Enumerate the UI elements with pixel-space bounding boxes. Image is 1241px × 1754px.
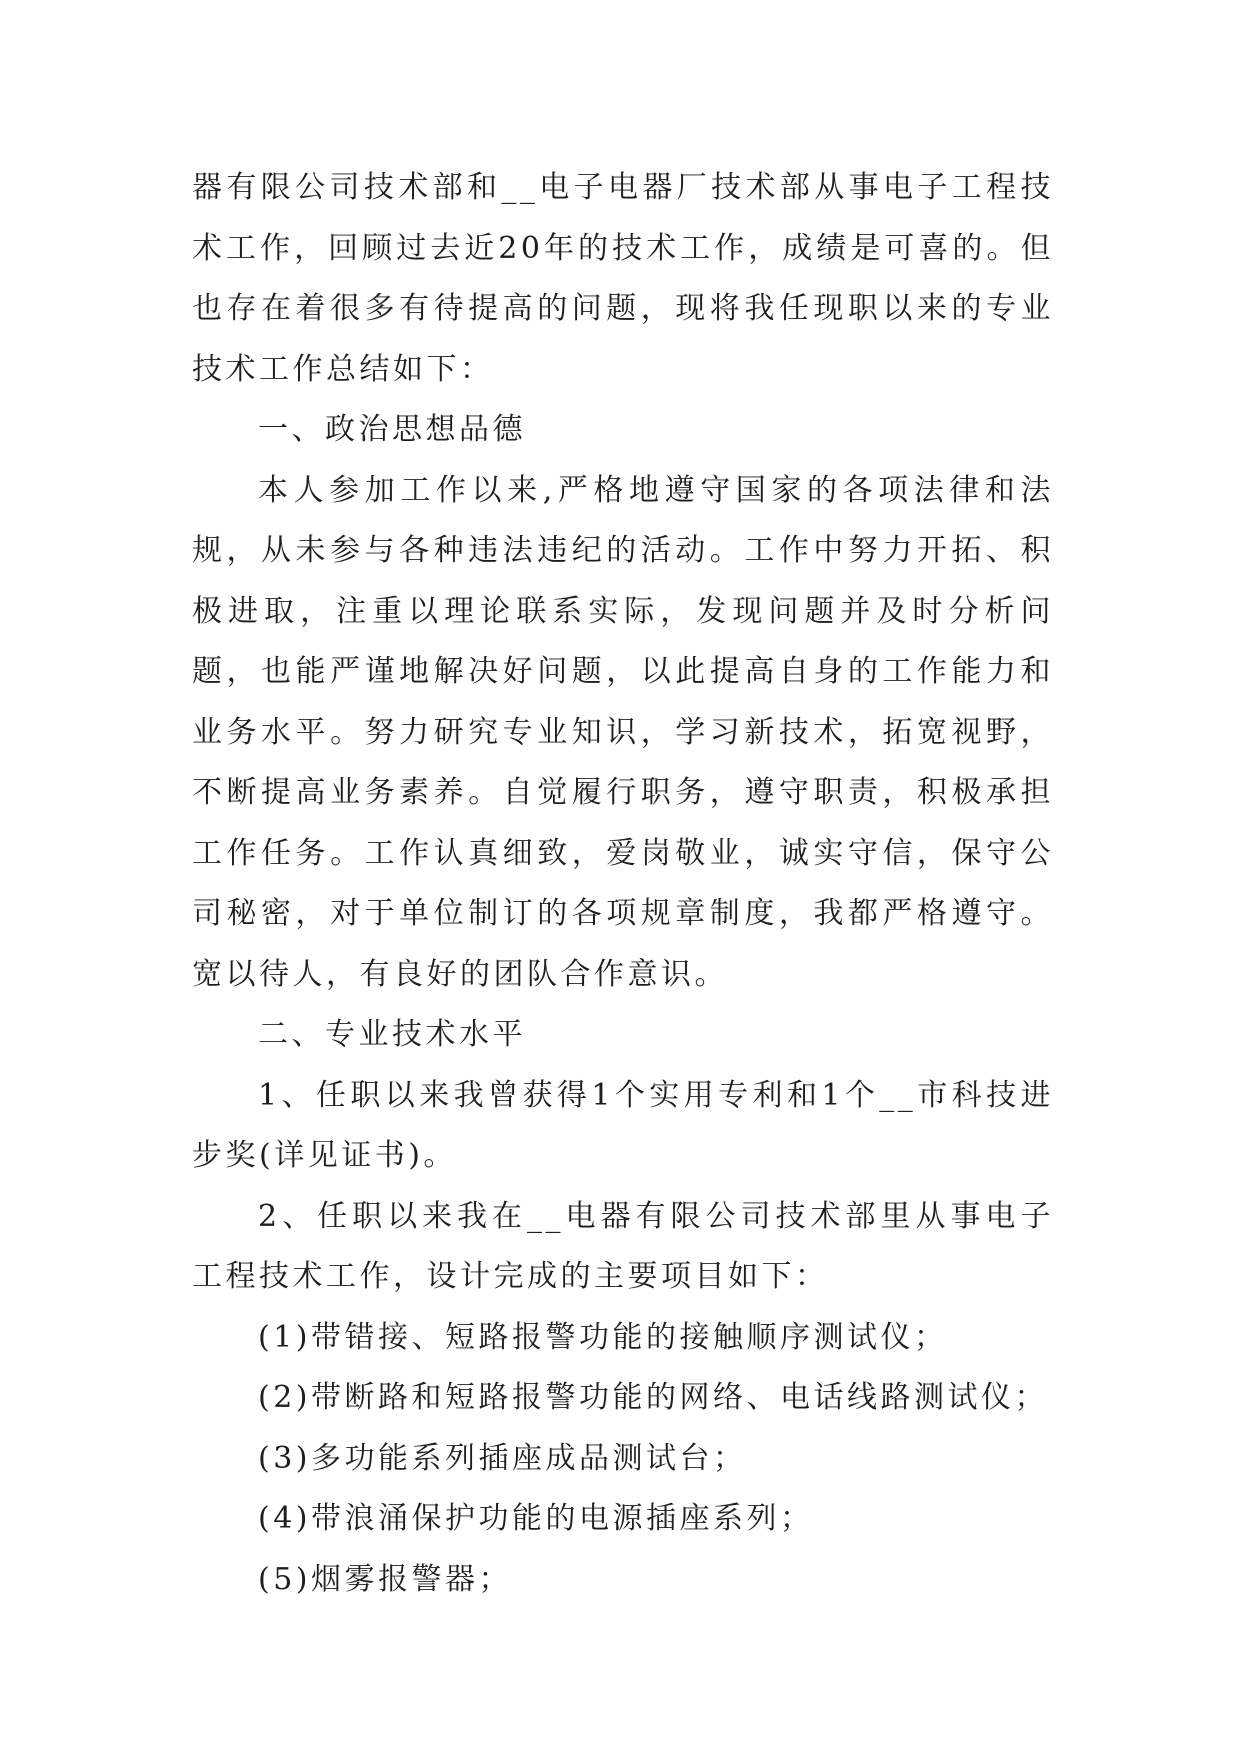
project-item-3: (3)多功能系列插座成品测试台； bbox=[258, 1440, 747, 1476]
project-item-5: (5)烟雾报警器； bbox=[258, 1561, 512, 1597]
section-heading-political: 一、政治思想品德 bbox=[258, 412, 526, 447]
political-paragraph: 本人参加工作以来,严格地遵守国家的各项法律和法规，从未参与各种违法违纪的活动。工作中努力开拓、积极进取，注重以理论联系实际，发现问题并及时分析问题，也能严谨地解决好问题，以此提高自身的工作能力和业务水平。努力研究专业知识，学习新技术，拓宽视野，不断提高业务素养。自觉履行职务，遵守职责，积极承担工作任务。工作认真细致，爱岗敬业，诚实守信，保守公司秘密，对于单位制订的各项规章制度，我都严格遵守。宽以待人，有良好的团队合作意识。 bbox=[192, 472, 1054, 992]
section-heading-technical: 二、专业技术水平 bbox=[258, 1017, 526, 1052]
technical-item-2: 2、任职以来我在__电器有限公司技术部里从事电子工程技术工作，设计完成的主要项目如下： bbox=[192, 1198, 1054, 1294]
project-item-4: (4)带浪涌保护功能的电源插座系列； bbox=[258, 1501, 814, 1536]
project-item-1: (1)带错接、短路报警功能的接触顺序测试仪； bbox=[258, 1319, 948, 1355]
project-item-2: (2)带断路和短路报警功能的网络、电话线路测试仪； bbox=[258, 1380, 1048, 1415]
intro-paragraph: 器有限公司技术部和__电子电器厂技术部从事电子工程技术工作，回顾过去近20年的技术工作，成绩是可喜的。但也存在着很多有待提高的问题，现将我任现职以来的专业技术工作总结如下： bbox=[192, 170, 1054, 387]
technical-item-1: 1、任职以来我曾获得1个实用专利和1个__市科技进步奖(详见证书)。 bbox=[192, 1077, 1054, 1173]
document-body bbox=[192, 158, 1054, 1610]
